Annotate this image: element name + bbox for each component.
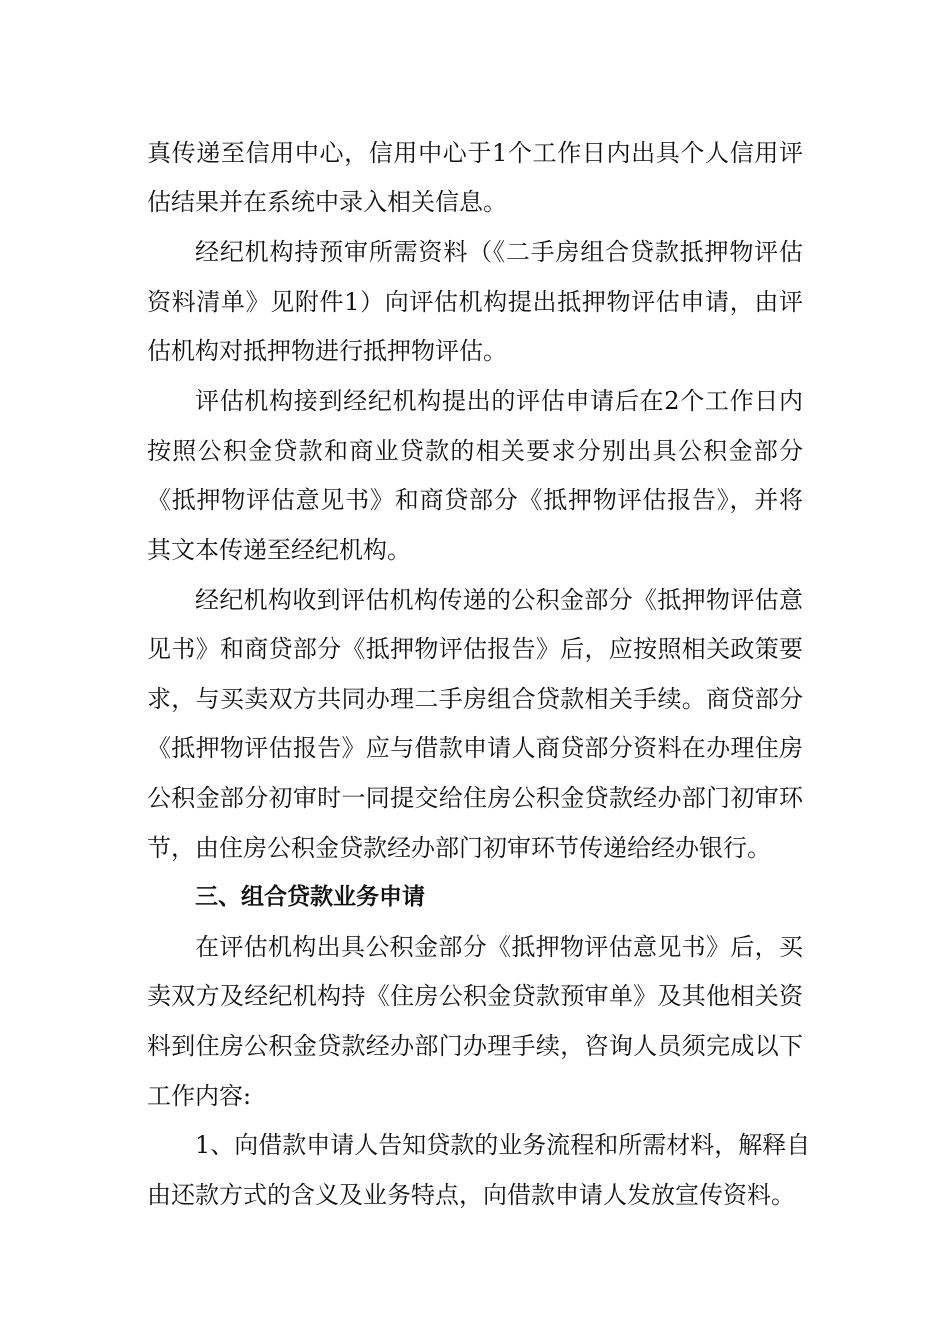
paragraph-line: 节，由住房公积金贷款经办部门初审环节传递给经办银行。 [147, 834, 771, 862]
paragraph-line: 真传递至信用中心，信用中心于1个工作日内出具个人信用评 [147, 139, 803, 167]
paragraph-line: 《抵押物评估报告》应与借款申请人商贷部分资料在办理住房 [147, 734, 803, 762]
paragraph-line: 在评估机构出具公积金部分《抵押物评估意见书》后，买 [195, 933, 803, 961]
paragraph-line: 经纪机构持预审所需资料（《二手房组合贷款抵押物评估 [195, 238, 803, 266]
paragraph-line: 经纪机构收到评估机构传递的公积金部分《抵押物评估意 [195, 586, 803, 614]
paragraph-line: 料到住房公积金贷款经办部门办理手续，咨询人员须完成以下 [147, 1032, 803, 1060]
paragraph-line: 卖双方及经纪机构持《住房公积金贷款预审单》及其他相关资 [147, 982, 803, 1010]
paragraph-line: 其文本传递至经纪机构。 [147, 536, 411, 564]
paragraph-line: 见书》和商贷部分《抵押物评估报告》后，应按照相关政策要 [147, 635, 803, 663]
paragraph-line: 公积金部分初审时一同提交给住房公积金贷款经办部门初审环 [147, 784, 803, 812]
paragraph-line: 评估机构接到经纪机构提出的评估申请后在2个工作日内 [195, 387, 803, 415]
paragraph-line: 估机构对抵押物进行抵押物评估。 [147, 337, 507, 365]
paragraph-line: 求，与买卖双方共同办理二手房组合贷款相关手续。商贷部分 [147, 685, 803, 713]
paragraph-line: 由还款方式的含义及业务特点，向借款申请人发放宣传资料。 [147, 1181, 795, 1209]
section-heading: 三、组合贷款业务申请 [195, 884, 425, 910]
paragraph-line: 估结果并在系统中录入相关信息。 [147, 188, 507, 216]
paragraph-line: 1、向借款申请人告知贷款的业务流程和所需材料，解释自 [195, 1131, 811, 1159]
paragraph-line: 按照公积金贷款和商业贷款的相关要求分别出具公积金部分 [147, 437, 803, 465]
paragraph-line: 工作内容: [147, 1082, 252, 1110]
paragraph-line: 资料清单》见附件1）向评估机构提出抵押物评估申请，由评 [147, 288, 803, 316]
paragraph-line: 《抵押物评估意见书》和商贷部分《抵押物评估报告》，并将 [147, 486, 803, 514]
